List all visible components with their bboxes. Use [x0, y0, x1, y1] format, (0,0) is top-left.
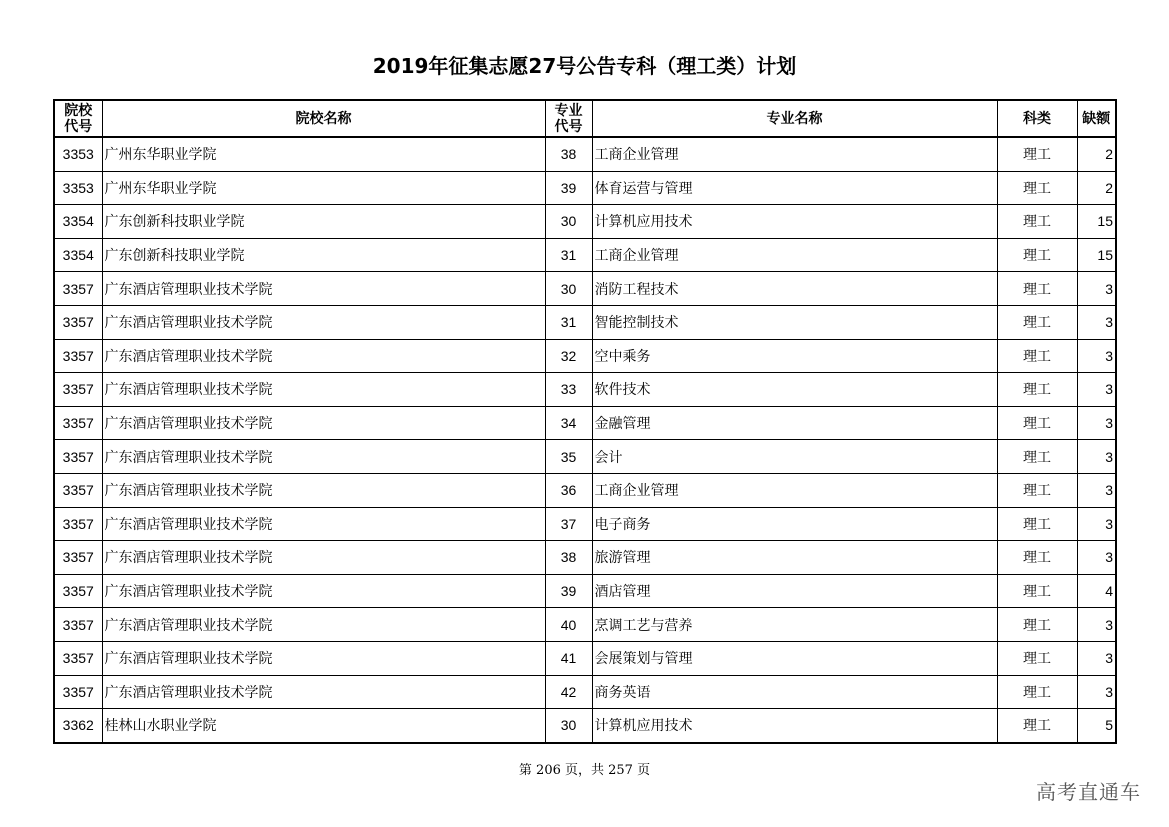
- cell-major-code: 30: [545, 205, 592, 239]
- cell-school-code: 3357: [54, 641, 102, 675]
- cell-school-code: 3357: [54, 507, 102, 541]
- cell-vacancies: 3: [1077, 507, 1116, 541]
- header-school-name: 院校名称: [102, 100, 545, 137]
- cell-major-code: 37: [545, 507, 592, 541]
- header-school-code: 院校 代号: [54, 100, 102, 137]
- cell-school-code: 3357: [54, 541, 102, 575]
- cell-major-name: 计算机应用技术: [592, 709, 997, 743]
- cell-school-name: 广东创新科技职业学院: [102, 205, 545, 239]
- cell-major-code: 41: [545, 641, 592, 675]
- cell-school-name: 广东酒店管理职业技术学院: [102, 574, 545, 608]
- header-major-code: 专业 代号: [545, 100, 592, 137]
- cell-category: 理工: [997, 440, 1077, 474]
- cell-school-name: 广东酒店管理职业技术学院: [102, 305, 545, 339]
- cell-school-code: 3357: [54, 305, 102, 339]
- cell-school-name: 广东酒店管理职业技术学院: [102, 339, 545, 373]
- cell-category: 理工: [997, 675, 1077, 709]
- cell-major-name: 软件技术: [592, 373, 997, 407]
- cell-school-name: 广东酒店管理职业技术学院: [102, 507, 545, 541]
- cell-major-name: 智能控制技术: [592, 305, 997, 339]
- cell-vacancies: 2: [1077, 171, 1116, 205]
- cell-school-code: 3357: [54, 406, 102, 440]
- table-row: [54, 305, 1116, 339]
- cell-vacancies: 3: [1077, 675, 1116, 709]
- cell-category: 理工: [997, 574, 1077, 608]
- cell-category: 理工: [997, 473, 1077, 507]
- cell-major-code: 30: [545, 272, 592, 306]
- table-row: [54, 205, 1116, 239]
- cell-vacancies: 15: [1077, 205, 1116, 239]
- header-category: 科类: [997, 100, 1077, 137]
- cell-vacancies: 3: [1077, 641, 1116, 675]
- cell-vacancies: 3: [1077, 339, 1116, 373]
- cell-major-name: 计算机应用技术: [592, 205, 997, 239]
- cell-school-code: 3353: [54, 137, 102, 171]
- cell-school-name: 广东酒店管理职业技术学院: [102, 541, 545, 575]
- cell-vacancies: 3: [1077, 440, 1116, 474]
- cell-category: 理工: [997, 373, 1077, 407]
- cell-category: 理工: [997, 171, 1077, 205]
- cell-school-name: 广东酒店管理职业技术学院: [102, 440, 545, 474]
- cell-school-code: 3357: [54, 675, 102, 709]
- table-header-row: [54, 100, 1116, 137]
- cell-major-name: 会计: [592, 440, 997, 474]
- cell-major-name: 工商企业管理: [592, 473, 997, 507]
- cell-major-name: 商务英语: [592, 675, 997, 709]
- cell-major-code: 39: [545, 574, 592, 608]
- cell-school-code: 3357: [54, 373, 102, 407]
- cell-category: 理工: [997, 709, 1077, 743]
- cell-major-code: 38: [545, 541, 592, 575]
- cell-vacancies: 3: [1077, 541, 1116, 575]
- cell-category: 理工: [997, 608, 1077, 642]
- cell-school-code: 3354: [54, 205, 102, 239]
- cell-vacancies: 3: [1077, 305, 1116, 339]
- table-row: [54, 709, 1116, 743]
- cell-major-code: 33: [545, 373, 592, 407]
- header-major-name: 专业名称: [592, 100, 997, 137]
- cell-major-name: 金融管理: [592, 406, 997, 440]
- page-title: 2019年征集志愿27号公告专科（理工类）计划: [372, 54, 797, 78]
- cell-major-code: 32: [545, 339, 592, 373]
- cell-major-name: 烹调工艺与营养: [592, 608, 997, 642]
- table-row: [54, 574, 1116, 608]
- cell-category: 理工: [997, 507, 1077, 541]
- table-row: [54, 440, 1116, 474]
- cell-school-name: 广东酒店管理职业技术学院: [102, 608, 545, 642]
- cell-school-name: 广东酒店管理职业技术学院: [102, 373, 545, 407]
- table-row: [54, 272, 1116, 306]
- cell-major-code: 36: [545, 473, 592, 507]
- cell-school-name: 广东酒店管理职业技术学院: [102, 675, 545, 709]
- cell-major-code: 42: [545, 675, 592, 709]
- header-vacancies: 缺额: [1077, 100, 1116, 137]
- page-number-footer: 第 206 页，共 257 页: [518, 763, 651, 778]
- watermark: 高考直通车: [1036, 780, 1141, 804]
- cell-category: 理工: [997, 272, 1077, 306]
- cell-major-name: 体育运营与管理: [592, 171, 997, 205]
- cell-school-code: 3357: [54, 574, 102, 608]
- cell-vacancies: 3: [1077, 473, 1116, 507]
- cell-school-code: 3354: [54, 238, 102, 272]
- cell-category: 理工: [997, 406, 1077, 440]
- cell-school-code: 3357: [54, 473, 102, 507]
- cell-school-name: 广州东华职业学院: [102, 137, 545, 171]
- cell-category: 理工: [997, 205, 1077, 239]
- cell-major-name: 会展策划与管理: [592, 641, 997, 675]
- cell-major-name: 酒店管理: [592, 574, 997, 608]
- cell-vacancies: 3: [1077, 608, 1116, 642]
- table-row: [54, 137, 1116, 171]
- cell-major-code: 39: [545, 171, 592, 205]
- cell-major-name: 工商企业管理: [592, 137, 997, 171]
- cell-major-code: 31: [545, 305, 592, 339]
- cell-school-code: 3357: [54, 608, 102, 642]
- table-row: [54, 238, 1116, 272]
- cell-vacancies: 3: [1077, 272, 1116, 306]
- cell-school-code: 3357: [54, 272, 102, 306]
- cell-major-name: 消防工程技术: [592, 272, 997, 306]
- cell-school-name: 广州东华职业学院: [102, 171, 545, 205]
- cell-school-name: 桂林山水职业学院: [102, 709, 545, 743]
- cell-major-code: 35: [545, 440, 592, 474]
- cell-school-name: 广东酒店管理职业技术学院: [102, 641, 545, 675]
- cell-major-name: 工商企业管理: [592, 238, 997, 272]
- cell-school-name: 广东酒店管理职业技术学院: [102, 272, 545, 306]
- cell-category: 理工: [997, 238, 1077, 272]
- cell-category: 理工: [997, 305, 1077, 339]
- cell-category: 理工: [997, 137, 1077, 171]
- cell-category: 理工: [997, 541, 1077, 575]
- table-row: [54, 641, 1116, 675]
- table-row: [54, 473, 1116, 507]
- cell-school-code: 3353: [54, 171, 102, 205]
- cell-major-code: 30: [545, 709, 592, 743]
- cell-school-code: 3357: [54, 339, 102, 373]
- enrollment-plan-table: [53, 99, 1117, 744]
- cell-school-name: 广东酒店管理职业技术学院: [102, 406, 545, 440]
- table-row: [54, 339, 1116, 373]
- cell-school-name: 广东酒店管理职业技术学院: [102, 473, 545, 507]
- cell-school-code: 3362: [54, 709, 102, 743]
- table-row: [54, 608, 1116, 642]
- cell-vacancies: 3: [1077, 406, 1116, 440]
- cell-major-name: 电子商务: [592, 507, 997, 541]
- cell-major-name: 旅游管理: [592, 541, 997, 575]
- cell-school-name: 广东创新科技职业学院: [102, 238, 545, 272]
- cell-category: 理工: [997, 339, 1077, 373]
- table-row: [54, 675, 1116, 709]
- cell-major-code: 40: [545, 608, 592, 642]
- cell-major-code: 31: [545, 238, 592, 272]
- cell-school-code: 3357: [54, 440, 102, 474]
- table-row: [54, 507, 1116, 541]
- cell-vacancies: 2: [1077, 137, 1116, 171]
- cell-vacancies: 5: [1077, 709, 1116, 743]
- cell-major-code: 34: [545, 406, 592, 440]
- cell-vacancies: 3: [1077, 373, 1116, 407]
- cell-vacancies: 15: [1077, 238, 1116, 272]
- cell-vacancies: 4: [1077, 574, 1116, 608]
- table-row: [54, 406, 1116, 440]
- table-row: [54, 171, 1116, 205]
- table-row: [54, 373, 1116, 407]
- cell-category: 理工: [997, 641, 1077, 675]
- table-row: [54, 541, 1116, 575]
- cell-major-name: 空中乘务: [592, 339, 997, 373]
- cell-major-code: 38: [545, 137, 592, 171]
